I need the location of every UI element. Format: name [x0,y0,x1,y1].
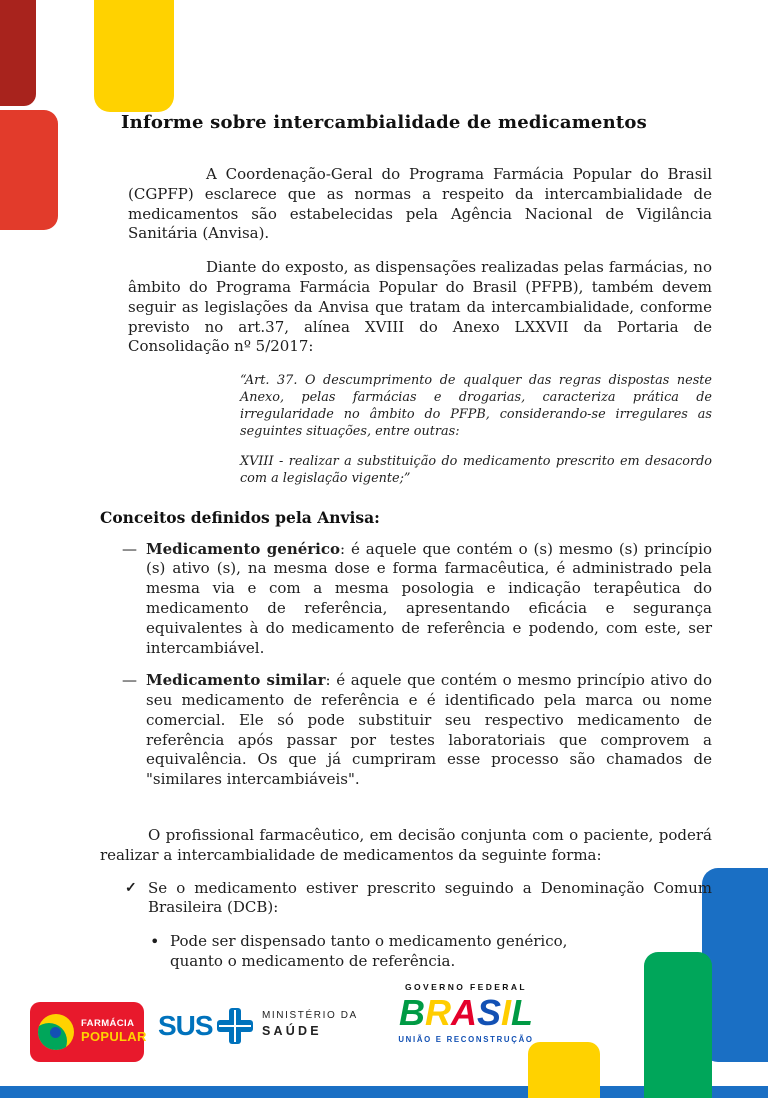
ministerio-saude-logo [262,1010,358,1038]
paragraph-closing: O profissional farmacêutico, em decisão conjunta com o paciente, poderá realizar a intercambialidade de medicamentos da seguinte forma: [100,826,712,864]
concept-item-generico [122,540,712,659]
farmacia-label: FARMÁCIA [81,1018,135,1030]
farmacia-popular-icon-blue-dot [50,1027,61,1038]
sus-logo [158,1008,253,1044]
concept-term-similar: Medicamento similar [146,671,326,690]
dash-bullet: — [122,671,137,690]
bullet-list-item [148,932,578,972]
ministerio-da-label: MINISTÉRIO DA [262,1010,358,1021]
dot-bullet-icon: • [150,932,160,952]
brasil-letter-i: I [501,992,512,1033]
section-heading-conceitos: Conceitos definidos pela Anvisa: [100,507,380,527]
uniao-reconstrucao-label: UNIÃO E RECONSTRUÇÃO [398,1034,534,1044]
sus-cross-icon [217,1008,253,1044]
farmacia-popular-icon [38,1014,74,1050]
check-item-text: Se o medicamento estiver prescrito seguindo a Denominação Comum Brasileira (DCB): [148,878,712,917]
concept-text-generico: : é aquele que contém o (s) mesmo (s) princípio (s) ativo (s), na mesma dose e forma farmacêutica, é administrado pela mesma via e com a mesma posologia e indicação terapêutica do medicamento de referência, apresentando eficácia e segurança equivalentes à do medicamento de referência e podendo, com este, ser intercambiável. [146,539,712,657]
farmacia-popular-wordmark [81,1019,147,1045]
quote-paragraph-art37: “Art. 37. O descumprimento de qualquer das regras dispostas neste Anexo, pelas farmácias e drogarias, caracteriza prática de irregularidade no âmbito do PFPB, considerando-se irregulares as seguintes situações, entre outras: [240,373,712,439]
quote-paragraph-xviii: XVIII - realizar a substituição do medicamento prescrito em desacordo com a legislação vigente;” [240,453,712,486]
concept-item-similar [122,671,712,790]
brasil-letter-l: L [511,992,534,1033]
governo-federal-label: GOVERNO FEDERAL [405,982,527,992]
brasil-letter-s: S [476,992,501,1033]
bullet-item-text: Pode ser dispensado tanto o medicamento genérico, quanto o medicamento de referência. [170,932,568,971]
check-list-item [125,879,712,919]
checkmark-icon: ✓ [125,879,137,896]
legal-quote-block [240,373,712,487]
decorative-shape-dark-red [0,0,36,106]
page-title: Informe sobre intercambialidade de medicamentos [121,112,647,133]
brasil-letter-a: A [450,992,477,1033]
saude-label: SAÚDE [262,1024,322,1038]
dash-bullet: — [122,539,137,558]
governo-federal-logo [388,982,544,1044]
farmacia-popular-logo [30,1002,147,1062]
brasil-letter-b: B [398,992,425,1033]
footer-logos [0,980,768,1086]
decorative-shape-yellow-top [94,0,174,112]
concept-term-generico: Medicamento genérico [146,539,341,558]
decorative-shape-red [0,110,58,230]
popular-label: POPULAR [81,1028,147,1044]
sus-cross-horizontal-bar [217,1020,253,1032]
sus-wordmark: SUS [158,1010,213,1041]
paragraph-legal-basis: Diante do exposto, as dispensações realizadas pelas farmácias, no âmbito do Programa Farmácia Popular do Brasil (PFPB), também devem seguir as legislações da Anvisa que tratam da intercambialidade, conforme previsto no art.37, alínea XVIII do Anexo LXXVII da Portaria de Consolidação nº 5/2017: [128,258,712,356]
paragraph-intro: A Coordenação-Geral do Programa Farmácia Popular do Brasil (CGPFP) esclarece que as normas a respeito da intercambialidade de medicamentos são estabelecidas pela Agência Nacional de Vigilância Sanitária (Anvisa). [128,165,712,243]
brasil-wordmark [388,993,544,1033]
sus-cross-vertical-bar [229,1008,241,1044]
document-content [100,112,712,972]
brasil-letter-r: R [424,992,451,1033]
concept-text-similar: : é aquele que contém o mesmo princípio ativo do seu medicamento de referência e é identificado pela marca ou nome comercial. Ele só pode substituir seu respectivo medicamento de referência após passar por testes laboratoriais que comprovem a equivalência. Os que já cumpriram esse processo são chamados de "similares intercambiáveis". [146,671,712,789]
